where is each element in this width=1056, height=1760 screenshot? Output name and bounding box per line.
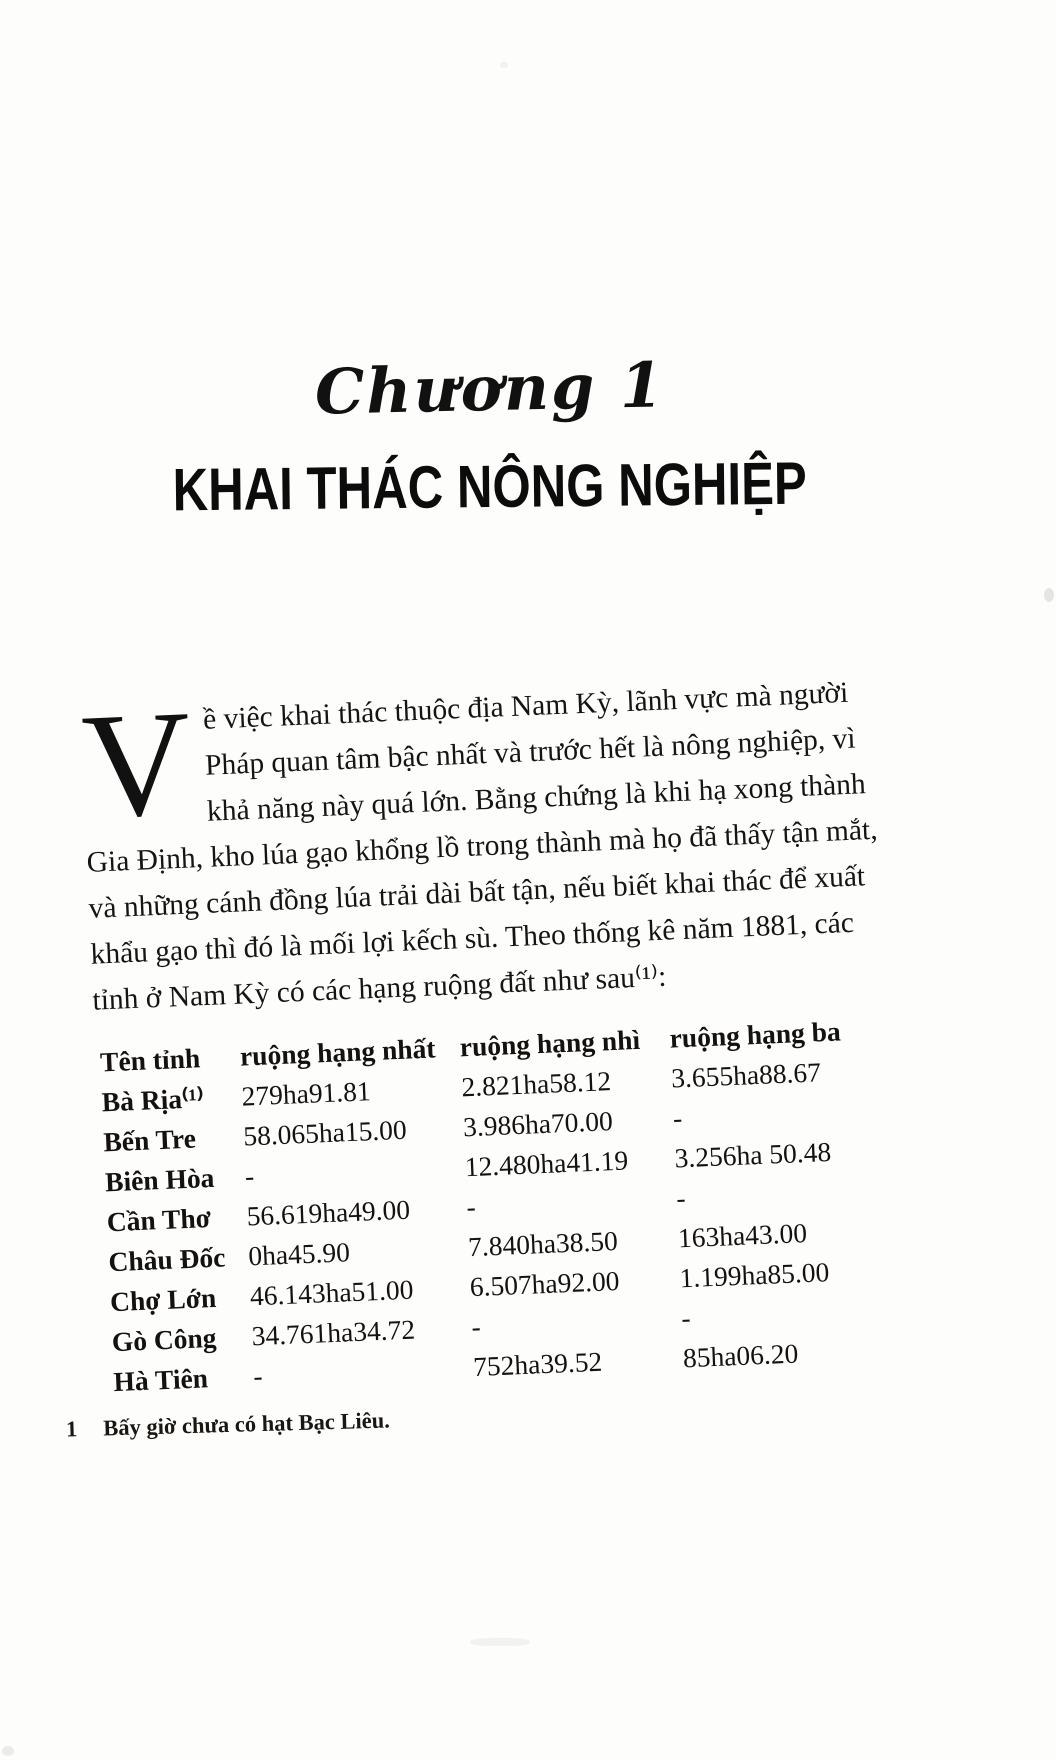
table-cell: 163ha43.00	[677, 1217, 808, 1254]
table-cell: 2.821ha58.12	[460, 1065, 612, 1103]
table-cell: -	[675, 1182, 687, 1214]
table-cell: 3.256ha 50.48	[673, 1135, 832, 1174]
table-cell-province: Chợ Lớn	[109, 1281, 217, 1318]
body-paragraph	[80, 668, 893, 1023]
paragraph-text: ề việc khai thác thuộc địa Nam Kỳ, lãnh vực mà người Pháp quan tâm bậc nhất và trước hết là nông nghiệp, vì khả năng này quá lớn. Bằng chứng là khi hạ xong thành Gia Định, kho lúa gạo khổng lồ trong thành mà họ đã thấy tận mắt, và những cánh đồng lúa trải dài bất tận, nếu biết khai thác để xuất khẩu gạo thì đó là mối lợi kếch sù. Theo thống kê năm 1881, các tỉnh ở Nam Kỳ có các hạng ruộng đất như sau⁽¹⁾:	[86, 676, 879, 1017]
table-cell-province: Hà Tiên	[112, 1362, 209, 1398]
table-cell: -	[672, 1102, 683, 1134]
table-cell-province: Bến Tre	[102, 1122, 197, 1158]
table-cell: 1.199ha85.00	[678, 1256, 830, 1294]
table-header-grade1: ruộng hạng nhất	[239, 1032, 437, 1072]
table-header-grade3: ruộng hạng ba	[668, 1015, 842, 1054]
table-header-grade2: ruộng hạng nhì	[459, 1023, 641, 1063]
table-cell: 85ha06.20	[682, 1337, 799, 1374]
scan-artifact	[1044, 588, 1054, 602]
land-grade-table	[99, 1013, 913, 1406]
scan-artifact	[470, 1638, 530, 1646]
footnote	[66, 1407, 390, 1442]
table-cell: 12.480ha41.19	[464, 1144, 629, 1183]
scan-artifact	[2, 1746, 14, 1756]
table-cell: 7.840ha38.50	[467, 1224, 619, 1263]
table-cell: -	[470, 1310, 482, 1343]
chapter-label: Chương 1	[314, 348, 666, 429]
table-cell: -	[252, 1359, 264, 1392]
table-cell-province: Biên Hòa	[104, 1161, 215, 1198]
table-cell: 279ha91.81	[240, 1075, 372, 1112]
scan-artifact	[500, 62, 508, 68]
chapter-title-text: KHAI THÁC NÔNG NGHIỆP	[172, 449, 808, 524]
table-cell: 6.507ha92.00	[469, 1264, 621, 1303]
page-content	[79, 668, 913, 1398]
table-cell: 56.619ha49.00	[246, 1193, 411, 1232]
footnote-text: Bấy giờ chưa có hạt Bạc Liêu.	[102, 1407, 391, 1441]
drop-cap: V	[79, 679, 195, 850]
table-cell: 3.655ha88.67	[670, 1056, 822, 1094]
table-cell-province: Châu Đốc	[107, 1241, 226, 1278]
table-cell: -	[465, 1190, 477, 1223]
table-cell: 46.143ha51.00	[249, 1273, 414, 1312]
table-cell: -	[244, 1160, 255, 1192]
table-cell: 0ha45.90	[247, 1236, 351, 1272]
chapter-title	[0, 447, 980, 526]
table-cell: 3.986ha70.00	[462, 1105, 614, 1143]
table-cell: 58.065ha15.00	[242, 1113, 408, 1152]
table-cell: 752ha39.52	[472, 1345, 603, 1383]
table-cell: -	[680, 1301, 692, 1334]
table-cell-province: Cần Thơ	[106, 1201, 212, 1238]
footnote-number: 1	[65, 1416, 78, 1442]
table-header-province: Tên tỉnh	[99, 1042, 201, 1078]
table-cell: 34.761ha34.72	[251, 1313, 416, 1352]
table-cell-province: Gò Công	[111, 1321, 218, 1358]
table-cell-province: Bà Rịa⁽¹⁾	[101, 1082, 205, 1118]
